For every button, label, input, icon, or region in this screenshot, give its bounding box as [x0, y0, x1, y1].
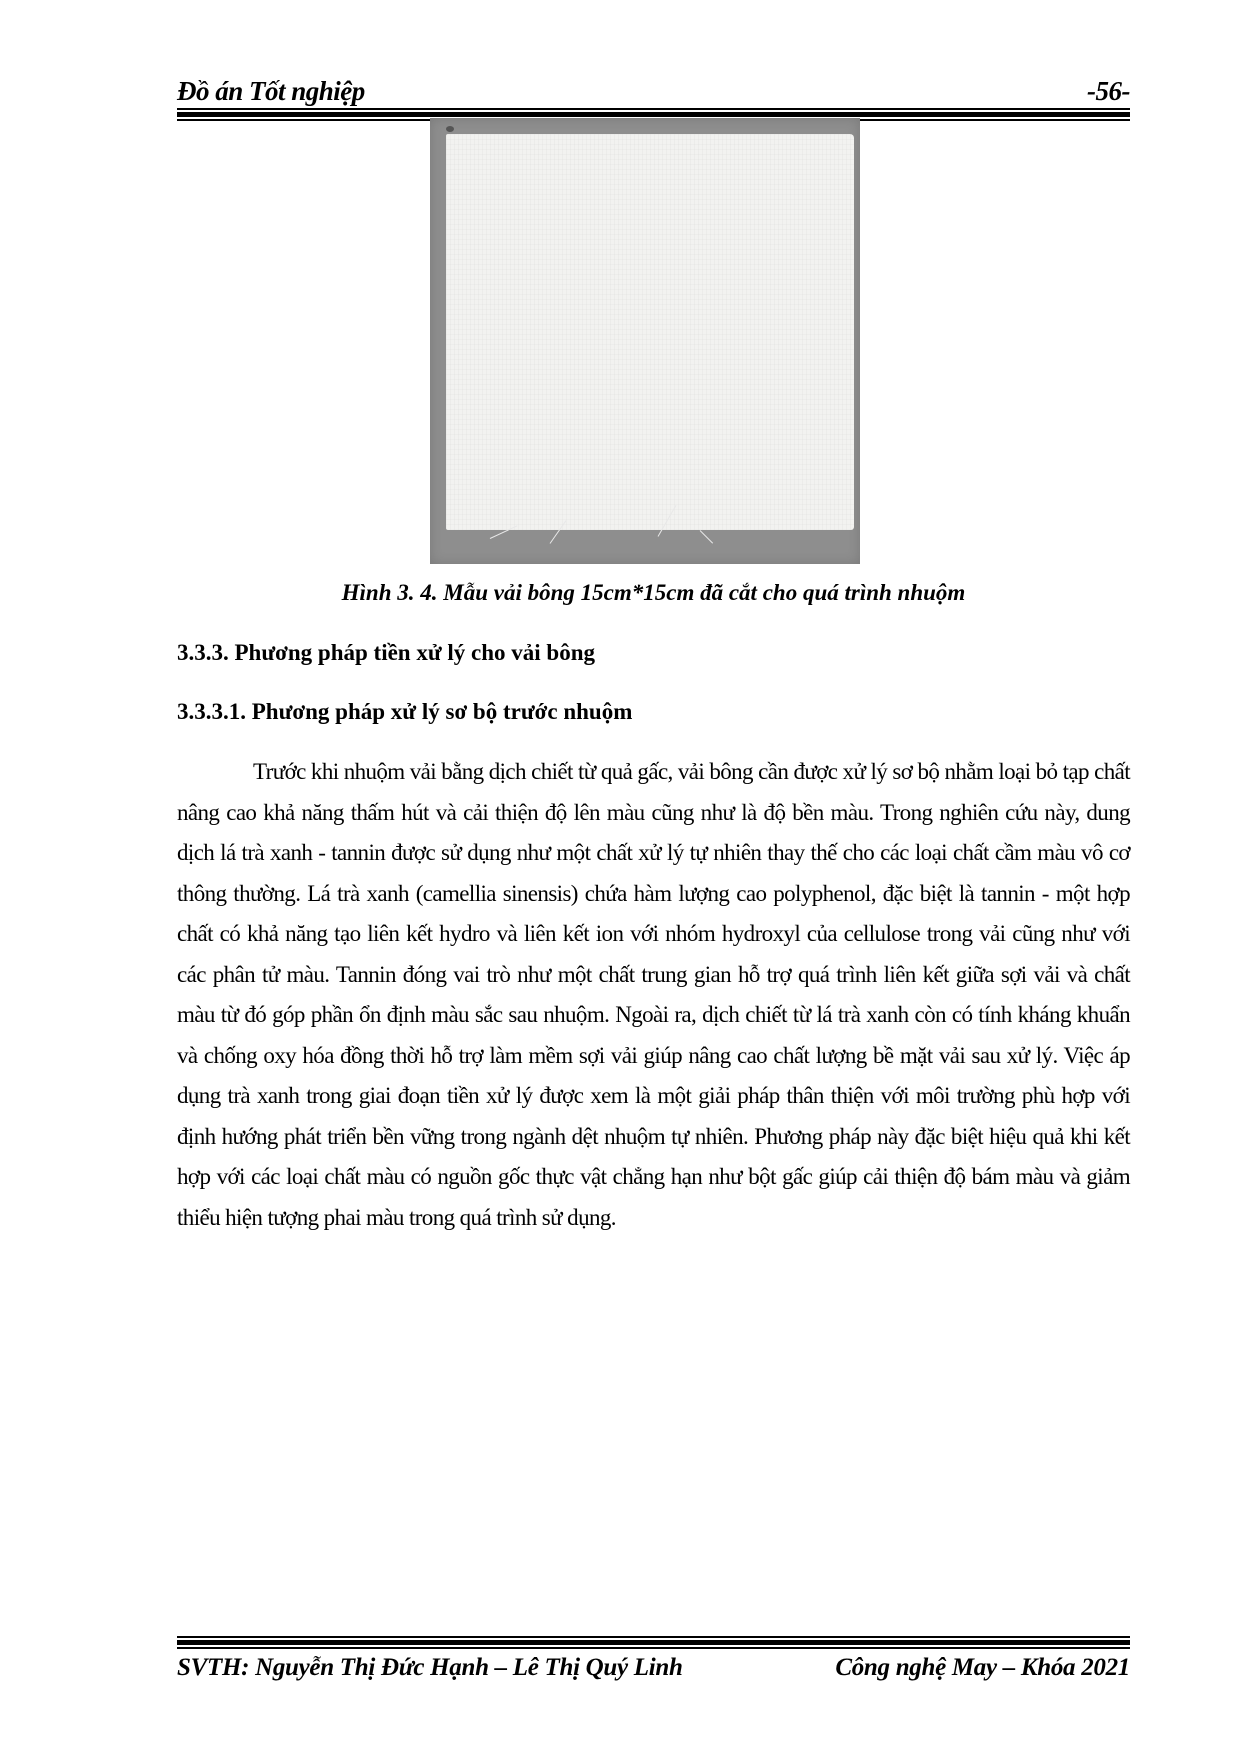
- page-number: -56-: [1087, 76, 1130, 106]
- loose-thread: [700, 530, 713, 543]
- footer-program: Công nghệ May – Khóa 2021: [835, 1654, 1130, 1681]
- fabric-sample-photo: [430, 118, 860, 564]
- document-title: Đồ án Tốt nghiệp: [177, 76, 365, 106]
- cotton-fabric-square: [446, 134, 854, 530]
- figure-caption: Hình 3. 4. Mẫu vải bông 15cm*15cm đã cắt cho quá trình nhuộm: [341, 580, 966, 605]
- section-heading: 3.3.3. Phương pháp tiền xử lý cho vải bông: [177, 640, 596, 665]
- page-footer: [177, 1650, 1130, 1690]
- body-paragraph: Trước khi nhuộm vải bằng dịch chiết từ quả gấc, vải bông cần được xử lý sơ bộ nhằm loại bỏ tạp chất nâng cao khả năng thấm hút và cải thiện độ lên màu cũng như là độ bền màu. Trong nghiên cứu này, dung dịch lá trà xanh - tannin được sử dụng như một chất xử lý tự nhiên thay thế cho các loại chất cầm màu vô cơ thông thường. Lá trà xanh (camellia sinensis) chứa hàm lượng cao polyphenol, đặc biệt là tannin - một hợp chất có khả năng tạo liên kết hydro và liên kết ion với nhóm hydroxyl của cellulose trong vải cũng như với các phân tử màu. Tannin đóng vai trò như một chất trung gian hỗ trợ quá trình liên kết giữa sợi vải và chất màu từ đó góp phần ổn định màu sắc sau nhuộm. Ngoài ra, dịch chiết từ lá trà xanh còn có tính kháng khuẩn và chống oxy hóa đồng thời hỗ trợ làm mềm sợi vải giúp nâng cao chất lượng bề mặt vải sau xử lý. Việc áp dụng trà xanh trong giai đoạn tiền xử lý được xem là một giải pháp thân thiện với môi trường phù hợp với định hướng phát triển bền vững trong ngành dệt nhuộm tự nhiên. Phương pháp này đặc biệt hiệu quả khi kết hợp với các loại chất màu có nguồn gốc thực vật chẳng hạn như bột gấc giúp cải thiện độ bám màu và giảm thiểu hiện tượng phai màu trong quá trình sử dụng.: [177, 759, 1130, 1230]
- footer-authors: SVTH: Nguyễn Thị Đức Hạnh – Lê Thị Quý Linh: [177, 1654, 683, 1681]
- photo-speck: [446, 126, 454, 132]
- subsection-heading: 3.3.3.1. Phương pháp xử lý sơ bộ trước nhuộm: [177, 699, 633, 724]
- footer-rule: [177, 1636, 1130, 1649]
- page-header: [177, 72, 1130, 112]
